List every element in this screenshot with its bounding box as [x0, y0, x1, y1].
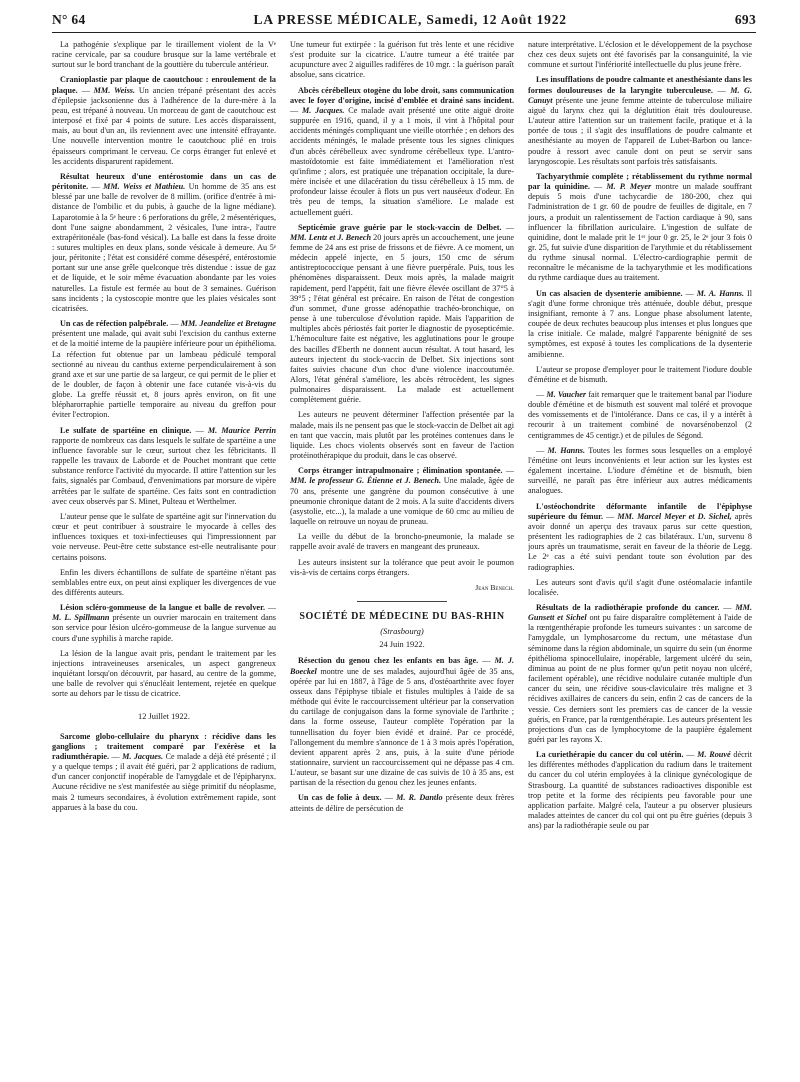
article-title: Un cas de réfection palpébrale.: [60, 319, 169, 329]
paragraph: Tachyarythmie complète ; rétablissement du rythme normal par la quinidine. — M. P. Meyer montre un malade souffrant depuis 5 mois d'une tachycardie de 180-200, chez qui l'administration de 1 gr. 60 de poudre de feuilles de digitale, en 7 jours, a produit un ralentissement de l'action cardiaque à 90, sans influencer la fibrillation auriculaire. L'ingestion de sulfate de quinidine, dont le malade prit le 1ᵉʳ jour 0 gr. 25, le 2ᵉ jour 3 fois 0 gr. 25, fut suivie d'une disparition de l'arythmie et du rétablissement du rythme sinusal normal. L'électro-cardiographie permit de reconnaître le mécanisme de la tachyarythmie et les modifications du rythme cardiaque dues au traitement.: [528, 171, 752, 283]
paragraph: Un cas alsacien de dysenterie amibienne. — M. A. Hanns. Il s'agit d'une forme chronique très atténuée, double début, presque insignifiant, remonte à 7 ans. Longue phase absolument latente, coupée de deux rechutes beaucoup plus intenses et plus longues que la crise initiale. Ce malade, malgré l'apparente bénignité de ses symptômes, est exposé à toutes les complications de la dysenterie amibienne.: [528, 288, 752, 359]
paragraph: L'auteur pense que le sulfate de spartéine agit sur l'innervation du cœur et peut contribuer à soustraire le myocarde à celles des influences toxiques et toxi-infectieuses qui l'impressionnent par voie nerveuse. Peut-être cette substance est-elle neutralisante pour certains poisons.: [52, 511, 276, 562]
article-title: Cranioplastie par plaque de caoutchouc : enroulement de la plaque.: [52, 75, 276, 95]
article-title: Résultat heureux d'une entérostomie dans un cas de péritonite.: [52, 171, 276, 192]
article-text: fait remarquer que le traitement banal par l'iodure double d'émétine et de bismuth est souvent mal toléré et provoque des vomissements et de l'intolérance. Dans ce cas, il y a intérêt à recourir à un traitement combiné de novarsénobenzol (2 centigrammes de 45 centigr.) et de pilules de Ségond.: [528, 390, 752, 440]
article-title: Un cas alsacien de dysenterie amibienne.: [536, 288, 683, 298]
article-author: M. A. Hanns.: [696, 288, 744, 298]
society-city: (Strasbourg): [380, 626, 424, 637]
page-number: 693: [734, 12, 756, 27]
paragraph: Un cas de réfection palpébrale. — MM. Jeandelize et Bretagne présentent une malade, qui avait subi l'excision du canthus externe et de la moitié interne de la paupière inférieure pour un épithélioma. La réfection fut obtenue par un lambeau pédiculé temporal sectionné au niveau du canthus externe perpendiculairement à son grand axe et sur une partie de sa largeur, ce qui permit de le plier et de le doubler, de façon à obtenir une face cutanée vis-à-vis du globe. La greffe réussit et, 8 jours après environ, on fit une blépharorraphie partielle temporaire au niveau du greffon pour éviter l'ectropion.: [52, 319, 276, 420]
paragraph: Enfin les divers échantillons de sulfate de spartéine n'étant pas semblables entre eux, on peut ainsi expliquer les divergences de vue des différents auteurs.: [52, 567, 276, 597]
paragraph: Résultat heureux d'une entérostomie dans un cas de péritonite. — MM. Weiss et Mathieu. Un homme de 35 ans est blessé par une balle de revolver de 8 millim. (orifice d'entrée à mi-distance de l'ombilic et du pubis, à gauche de la ligne médiane). Laparotomie à la 5ᵉ heure : 6 perforations du grêle, 2 mésentériques, dont l'une saigne abondamment, 2 vésicales, l'une intra-, l'autre extrapéritonéale (bas-fond vésical). La balle est dans la fesse droite : sutures multiples en deux plans, sonde vésicale à demeure. Au 5ᵉ jour, péritonite ; l'état est considéré comme désespéré, entérostomie portant sur une anse grêle quelconque très distendue : issue de gaz et de liquide, et le soir même évacuation abondante par les voies naturelles. La fistule est fermée au bout de 3 semaines. Guérison sans incidents ; la cystoscopie montre que les plaies vésicales sont cicatrisées.: [52, 171, 276, 313]
article-author: M. Rouvé: [697, 750, 731, 760]
article-author: MM. Weiss.: [93, 85, 135, 95]
section-divider: [357, 601, 447, 602]
paragraph: Corps étranger intrapulmonaire ; élimination spontanée. — MM. le professeur G. Étienne et J. Benech. Une malade, âgée de 70 ans, présente une gangrène du poumon consécutive à une pneumonie chronique datant de 2 mois. A la suite d'accidents divers (asystolie, etc...), la malade a une vomique de 60 cmc au milieu de laquelle on retrouve un noyau de pruneau.: [290, 466, 514, 527]
article-text: après avoir donné un aperçu des travaux parus sur cette question, présentent les radiographies de 2 cas bilatéraux. L'un, survenu 8 jours après un traumatisme, serait en faveur de la théorie de Legg. Le 2ᵉ cas a été suivi pendant toute son évolution par des radiographies.: [528, 511, 752, 572]
article-title: Lésion scléro-gommeuse de la langue et balle de revolver.: [60, 603, 265, 613]
article-text: Une malade, âgée de 70 ans, présente une gangrène du poumon consécutive à une pneumonie chronique datant de 2 mois. A la suite d'accidents divers (asystolie, etc...), la malade a une vomique de 60 cmc au milieu de laquelle on retrouve un noyau de pruneau.: [290, 476, 514, 527]
paragraph: Septicémie grave guérie par le stock-vaccin de Delbet. — MM. Lentz et J. Benech 20 jours après un accouchement, une jeune femme de 24 ans est prise de frissons et de fièvre. A ce moment, un médecin appelé injecte, en 5 jours, 150 cmc de sérum antistreptococcique pensant à une fièvre puerpérale. Puis, tous les phénomènes disparaissent. Deux mois après, la malade maigrit rapidement, perd l'appétit, fait une fièvre élevée oscillant de 37°5 à 39°5 ; l'état général est précaire. En raison de l'état de congestion d'un sommet, d'une grosse adénopathie trachéo-bronchique, on pense à une tuberculose d'évolution rapide. Mais l'apparition de multiples abcès périostés fait porter le diagnostic de pyosepticémie. L'hémoculture faite est négative, les agglutinations pour le groupe des bacilles d'Eberth ne donnent aucun résultat. A tout hasard, les auteurs injectent du stock-vaccin de Delbet. Six injections sont faites suivies chacune d'un choc d'une violence inaccoutumée. Alors, l'état général s'améliore, les abcès rétrocèdent, les signes pulmonaires disparaissent. La malade est actuellement complètement guérie.: [290, 222, 514, 405]
column-3: [528, 40, 752, 1055]
article-title: Le sulfate de spartéine en clinique.: [60, 425, 192, 435]
article-author: MM. le professeur G. Étienne et J. Benech.: [290, 476, 442, 486]
article-title: L'ostéochondrite déformante infantile de l'épiphyse supérieure du fémur.: [528, 501, 752, 521]
paragraph: Résection du genou chez les enfants en bas âge. — M. J. Boeckel montre une de ses malades, aujourd'hui âgée de 35 ans, opérée par lui en 1887, à l'âge de 5 ans, d'ostéoarthrite avec foyer osseux dans l'épiphyse tibiale et fistules multiples à l'aide de sa méthode qui évite le raccourcissement ultérieur par la conservation du cartilage de conjugaison dans la forme synoviale de l'arthrite ; dans la forme osseuse, l'auteur complète l'opération par la tunnellisation du foyer bien évidé et drainé. Par ce procédé, l'allongement du membre s'annonce de 1 à 3 mois après l'opération, devient apparent après 2 ans, puis, à la suite d'une période stationnaire, survient un raccourcissement qui ne dépasse pas 4 cm. L'auteur, se basant sur une dizaine de cas suivis de 10 à 35 ans, est partisan de la résection du genou chez les jeunes enfants.: [290, 656, 514, 788]
article-text: décrit les différentes méthodes d'application du radium dans le traitement du cancer du col utérin employées à la clinique gynécologique de Strasbourg. La quantité de substances radioactives disponible est trop petite et la forme des récipients peu favorable pour une application parfaite. Malgré cela, l'auteur a pu observer plusieurs malades atteintes de cancer du col qui ont pu être guéries (depuis 3 ans) par la radiothérapie seule ou par: [528, 750, 752, 831]
paragraph: La lésion de la langue avait pris, pendant le traitement par les injections intraveineuses arsenicales, un aspect gangreneux inquiétant lorsqu'on découvrit, par hasard, au centre de la gomme, une balle de revolver qui s'énucléait lentement, rejetée en quelque sorte au dehors par le tissu de cicatrice.: [52, 648, 276, 699]
article-author: MM. Gunsett et Sichel: [528, 602, 752, 623]
article-text: présente deux frères atteints de délire de persécution de: [290, 793, 514, 813]
paragraph: Cranioplastie par plaque de caoutchouc : enroulement de la plaque. — MM. Weiss. Un ancien trépané présentant des accès d'épilepsie jacksonienne dus à l'adhérence de la dure-mère à la peau, est trépané à nouveau. Un morceau de gant de caoutchouc est interposé et fixé par 4 points de suture. Les accès disparaissent, mais, au bout d'un an, ils reviennent avec une intensité effrayante. Une nouvelle intervention montre le caoutchouc plié en trois épaisseurs comprimant le cerveau. Ce corps étranger fut enlevé et les accidents disparurent rapidement.: [52, 75, 276, 166]
paragraph: — M. Hanns. Toutes les formes sous lesquelles on a employé l'émétine ont leurs inconvénients et leur action sur les kystes est également incertaine. L'iodure d'émétine et de bismuth, bien surveillé, ne paraît pas être inférieur aux autres médicaments analogues.: [528, 445, 752, 496]
article-author: M. P. Meyer: [606, 182, 652, 192]
paragraph: Le sulfate de spartéine en clinique. — M. Maurice Perrin rapporte de nombreux cas dans lesquels le sulfate de spartéine a une influence favorable sur le cœur, surtout chez les fébricitants. Il rappelle les travaux de Laborde et de Pouchet montrant que cette substance renforce l'activité du myocarde. Il attire l'attention sur les faits, signalés par Combaud, d'envenimations par morsure de vipère arrêtées par le sulfate de spartéine. Ces faits sont en contradiction avec ceux observés par S. Minet, Pulteau et Werthelmer.: [52, 425, 276, 506]
article-text: ont pu faire disparaître complètement à l'aide de la rœntgenthérapie profonde les tumeurs suivantes : un sarcome de l'amygdale, un lymphosarcome du rectum, une métastase d'un séminome dans la région abdominale, un squirre du sein (un énorme épithélioma spinocellulaire, inopérable, largement ulcéré du sein, diminua au point de ne plus former qu'un petit noyau non ulcéré, facilement opérable), une récidive nodulaire cutanée multiple d'un cancer du sein, une récidive sous-claviculaire très maligne et 3 récidives axillaires de cancers du sein, enfin 2 cas de cancers de la vessie. Ces derniers sont les premiers cas de cancer de la vessie guéris, en France, par la rœntgenthérapie. Les auteurs présentent les projections d'un cas de lymphocytome de la paupière également guéri par les rayons X.: [528, 613, 752, 744]
text-columns: [52, 40, 756, 1055]
paragraph: Les insufflations de poudre calmante et anesthésiante dans les formes douloureuses de la laryngite tuberculeuse. — M. G. Canuyt présente une jeune femme atteinte de tuberculose miliaire aiguë du larynx chez qui la déglutition était très douloureuse. L'auteur attire l'attention sur un traitement facile, pratique et à la portée de tous ; il s'agit des insufflations de poudre calmante et anesthésiante au moyen de l'appareil de Lubet-Barbon ou lance-poudre à ressort avec canule dont on peut se servir sans laryngoscopie. Les résultats sont parfois très satisfaisants.: [528, 75, 752, 166]
column-1: [52, 40, 276, 1055]
journal-title: LA PRESSE MÉDICALE, Samedi, 12 Août 1922: [253, 12, 567, 27]
article-text: montre une de ses malades, aujourd'hui âgée de 35 ans, opérée par lui en 1887, à l'âge de 5 ans, d'ostéoarthrite avec foyer osseux dans l'épiphyse tibiale et fistules multiples à l'aide de sa méthode qui évite le raccourcissement ultérieur par la conservation du cartilage de conjugaison dans la forme synoviale de l'arthrite ; dans la forme osseuse, l'auteur complète l'opération par la tunnellisation du foyer bien évidé et drainé. Par ce procédé, l'allongement du membre s'annonce de 1 à 3 mois après l'opération, devient apparent après 2 ans, puis, à la suite d'une période stationnaire, survient un raccourcissement qui ne dépasse pas 4 cm. L'auteur, se basant sur une dizaine de cas suivis de 10 à 35 ans, est partisan de la résection du genou chez les jeunes enfants.: [290, 666, 514, 788]
paragraph: Abcès cérébelleux otogène du lobe droit, sans communication avec le foyer d'origine, incisé d'emblée et drainé sans incident. — M. Jacques. Ce malade avait présenté une otite aiguë droite suppurée en 1916, quand, il y a 1 mois, il vint à l'hôpital pour accidents méningés compliquant une vieille otorrhée ; en dehors des accidents méningés, le malade présente tous les signes cliniques d'un abcès cérébelleux avec syndrome cérébelleux type. L'antro-mastoïdotomie est faite immédiatement et l'amélioration n'est qu'infime ; alors, est pratiquée une trépanation occipitale, la dure-mère incisée et une dilacération du tissu cérébelleux à 15 mm. de profondeur laisse écouler à flots un pus vert nauséeux d'odeur. En très peu de temps, la situation s'améliore. Le malade est actuellement guéri.: [290, 85, 514, 217]
paragraph: Résultats de la radiothérapie profonde du cancer. — MM. Gunsett et Sichel ont pu faire disparaître complètement à l'aide de la rœntgenthérapie profonde les tumeurs suivantes : un sarcome de l'amygdale, un lymphosarcome du rectum, une métastase d'un séminome dans la région abdominale, un squirre du sein (un énorme épithélioma spinocellulaire, inopérable, largement ulcéré du sein, diminua au point de ne plus former qu'un petit noyau non ulcéré, facilement opérable), une récidive nodulaire cutanée multiple d'un cancer du sein, une récidive sous-claviculaire très maligne et 3 récidives axillaires de cancers du sein, enfin 2 cas de cancers de la vessie. Ces derniers sont les premiers cas de cancer de la vessie guéris, en France, par la rœntgenthérapie. Les auteurs présentent les projections d'un cas de lymphocytome de la paupière également guéri par les rayons X.: [528, 602, 752, 744]
paragraph: — M. Vaucher fait remarquer que le traitement banal par l'iodure double d'émétine et de bismuth est souvent mal toléré et provoque des vomissements et de l'intolérance. Dans ce cas, il y a intérêt à recourir à un traitement combiné de novarsénobenzol (2 centigrammes de 45 centigr.) et de pilules de Ségond.: [528, 390, 752, 440]
article-title: Sarcome globo-cellulaire du pharynx : récidive dans les ganglions ; traitement comparé par l'exérèse et la radiumthérapie.: [52, 731, 276, 761]
paragraph: Lésion scléro-gommeuse de la langue et balle de revolver. — M. L. Spillmann présente un ouvrier marocain en traitement dans son service pour lésion ulcéro-gommeuse de la langue survenue au cours d'une syphilis à marche rapide.: [52, 603, 276, 643]
signature: Jean Benech.: [475, 582, 514, 592]
issue-number: N° 64: [52, 12, 86, 27]
article-text: Un ancien trépané présentant des accès d'épilepsie jacksonienne dus à l'adhérence de la dure-mère à la peau, est trépané à nouveau. Un morceau de gant de caoutchouc est interposé et fixé par 4 points de suture. Les accès disparaissent, mais, au bout d'un an, ils reviennent avec une intensité effrayante. Une nouvelle intervention montre le caoutchouc plié en trois épaisseurs comprimant le cerveau. Ce corps étranger fut enlevé et les accidents disparurent rapidement.: [52, 85, 276, 166]
paragraph: Les auteurs insistent sur la tolérance que peut avoir le poumon vis-à-vis de certains corps étrangers.: [290, 557, 514, 577]
paragraph: nature interprétative. L'éclosion et le développement de la psychose chez ces deux sujets ont été favorisés par la consanguinité, la vie commune et surtout l'infériorité intellectuelle du plus jeune frère.: [528, 40, 752, 70]
paragraph: L'ostéochondrite déformante infantile de l'épiphyse supérieure du fémur. — MM. Marcel Meyer et D. Sichel, après avoir donné un aperçu des travaux parus sur cette question, présentent les radiographies de 2 cas bilatéraux. L'un, survenu 8 jours après un traumatisme, serait en faveur de la théorie de Legg. Le 2ᵉ cas a été suivi pendant toute son évolution par des radiographies.: [528, 501, 752, 572]
paragraph: La veille du début de la broncho-pneumonie, la malade se rappelle avoir avalé de travers en mangeant des pruneaux.: [290, 532, 514, 552]
article-author: M. L. Spillmann: [52, 613, 110, 623]
article-author: MM. Lentz et J. Benech: [290, 232, 372, 242]
article-author: M. Jacques.: [302, 105, 345, 115]
article-text: Il s'agit d'une forme chronique très atténuée, double début, presque insignifiant, remonte à 7 ans. Longue phase absolument latente, coupée de deux rechutes beaucoup plus intenses et plus longues que la crise initiale. Ce malade, malgré l'apparente bénignité de ses symptômes, est exposé à toutes les complications de la dysenterie amibienne.: [528, 288, 752, 359]
paragraph: Les auteurs sont d'avis qu'il s'agit d'une ostéomalacie infantile localisée.: [528, 577, 752, 597]
article-author: MM. Weiss et Mathieu.: [103, 182, 186, 192]
article-text: Toutes les formes sous lesquelles on a employé l'émétine ont leurs inconvénients et leur action sur les kystes est également incertaine. L'iodure d'émétine et de bismuth, bien surveillé, ne paraît pas être inférieur aux autres médicaments analogues.: [528, 445, 752, 496]
article-text: montre un malade souffrant depuis 5 mois d'une tachycardie de 180-200, chez qui l'administration de 1 gr. 60 de poudre de feuilles de digitale, en 7 jours, a produit un ralentissement de l'action cardiaque à 90, sans influencer la fibrillation auriculaire. L'ingestion de sulfate de quinidine, dont le malade prit le 1ᵉʳ jour 0 gr. 25, le 2ᵉ jour 3 fois 0 gr. 25, fut suivie d'une disparition de l'arythmie et du rétablissement du rythme sinusal normal. L'électro-cardiographie permit de reconnaître le mécanisme de la tachyarythmie et les modifications du rythme cardiaque dues au traitement.: [528, 182, 752, 283]
article-title: Tachyarythmie complète ; rétablissement du rythme normal par la quinidine.: [528, 171, 752, 192]
article-title: Résultats de la radiothérapie profonde du cancer.: [536, 602, 720, 612]
paragraph: Une tumeur fut extirpée : la guérison fut très lente et une récidive s'est produite sur la cicatrice. L'autre tumeur a été traitée par acupuncture avec 2 aiguilles radifères de 10 mgr. : la guérison paraît absolue, sans cicatrice.: [290, 40, 514, 80]
paragraph: Les auteurs ne peuvent déterminer l'affection présentée par la malade, mais ils ne pensent pas que le stock-vaccin de Delbet ait agi en tant que vaccin, mais plutôt par les protéines contenues dans le liquide. Les chocs violents observés sont en faveur de l'action protéinothérapique du produit, dans le cas observé.: [290, 410, 514, 461]
article-title: Un cas de folie à deux.: [298, 793, 382, 803]
article-title: Abcès cérébelleux otogène du lobe droit, sans communication avec le foyer d'origine, incisé d'emblée et drainé sans incident.: [290, 85, 514, 105]
article-title: Résection du genou chez les enfants en bas âge.: [298, 656, 479, 666]
article-text: présente un ouvrier marocain en traitement dans son service pour lésion ulcéro-gommeuse de la langue survenue au cours d'une syphilis à marche rapide.: [52, 613, 276, 643]
paragraph: Un cas de folie à deux. — M. R. Dantlo présente deux frères atteints de délire de persécution de: [290, 793, 514, 813]
session-date: 12 Juillet 1922.: [138, 711, 190, 721]
article-author: MM. Marcel Meyer et D. Sichel,: [617, 511, 732, 521]
article-text: présentent une malade, qui avait subi l'excision du canthus externe et de la moitié interne de la paupière inférieure pour un épithélioma. La réfection fut obtenue par un lambeau pédiculé temporal sectionné au niveau du canthus externe perpendiculairement à son grand axe et sur une partie de sa largeur, ce qui permit de le plier et de le doubler, de façon à obtenir une face cutanée vis-à-vis du globe. La greffe réussit et, 8 jours après environ, on fit une blépharorraphie partielle temporaire au niveau du greffon pour éviter l'ectropion.: [52, 329, 276, 420]
article-author: MM. Jeandelize et Bretagne: [180, 319, 276, 329]
article-title: La curiethérapie du cancer du col utérin.: [536, 750, 684, 760]
article-text: présente une jeune femme atteinte de tuberculose miliaire aiguë du larynx chez qui la déglutition était très douloureuse. L'auteur attire l'attention sur un traitement facile, pratique et à la portée de tous ; il s'agit des insufflations de poudre calmante et anesthésiante au moyen de l'appareil de Lubet-Barbon ou lance-poudre à ressort avec canule dont on peut se servir sans laryngoscopie. Les résultats sont parfois très satisfaisants.: [528, 95, 752, 166]
article-author: M. Hanns.: [547, 445, 586, 455]
article-text: rapporte de nombreux cas dans lesquels le sulfate de spartéine a une influence favorable sur le cœur, surtout chez les fébricitants. Il rappelle les travaux de Laborde et de Pouchet montrant que cette substance renforce l'activité du myocarde. Il attire l'attention sur les faits, signalés par Combaud, d'envenimations par morsure de vipère arrêtées par le sulfate de spartéine. Ces faits sont en contradiction avec ceux observés par S. Minet, Pulteau et Werthelmer.: [52, 435, 276, 506]
article-author: M. Jacques.: [122, 752, 164, 761]
article-author: M. Maurice Perrin: [207, 425, 276, 435]
paragraph: L'auteur se propose d'employer pour le traitement l'iodure double d'émétine et de bismuth.: [528, 364, 752, 384]
article-text: 20 jours après un accouchement, une jeune femme de 24 ans est prise de frissons et de fièvre. A ce moment, un médecin appelé injecte, en 5 jours, 150 cmc de sérum antistreptococcique pensant à une fièvre puerpérale. Puis, tous les phénomènes disparaissent. Deux mois après, la malade maigrit rapidement, perd l'appétit, fait une fièvre élevée oscillant de 37°5 à 39°5 ; l'état général est précaire. En raison de l'état de congestion d'un sommet, d'une grosse adénopathie trachéo-bronchique, on pense à une tuberculose d'évolution rapide. Mais l'apparition de multiples abcès périostés fait porter le diagnostic de pyosepticémie. L'hémoculture faite est négative, les agglutinations pour le groupe des bacilles d'Eberth ne donnent aucun résultat. A tout hasard, les auteurs injectent du stock-vaccin de Delbet. Six injections sont faites suivies chacune d'un choc d'une violence inaccoutumée. Alors, l'état général s'améliore, les abcès rétrocèdent, les signes pulmonaires disparaissent. La malade est actuellement complètement guérie.: [290, 232, 514, 405]
paragraph: La curiethérapie du cancer du col utérin. — M. Rouvé décrit les différentes méthodes d'application du radium dans le traitement du cancer du col utérin employées à la clinique gynécologique de Strasbourg. La quantité de substances radioactives disponible est trop petite et la forme des récipients peu favorable pour une application parfaite. Malgré cela, l'auteur a pu observer plusieurs malades atteintes de cancer du col qui ont pu être guéries (depuis 3 ans) par la radiothérapie seule ou par: [528, 750, 752, 831]
article-author: M. J. Boeckel: [290, 656, 514, 676]
society-heading: SOCIÉTÉ DE MÉDECINE DU BAS-RHIN: [299, 610, 505, 622]
article-title: Corps étranger intrapulmonaire ; élimination spontanée.: [298, 466, 503, 476]
article-text: Un homme de 35 ans est blessé par une balle de revolver de 8 millim. (orifice d'entrée à mi-distance de l'ombilic et du pubis, à gauche de la ligne médiane). Laparotomie à la 5ᵉ heure : 6 perforations du grêle, 2 mésentériques, dont l'une saigne abondamment, 2 vésicales, l'une intra-, l'autre extrapéritonéale (bas-fond vésical). La balle est dans la fesse droite : sutures multiples en deux plans, sonde vésicale à demeure. Au 5ᵉ jour, péritonite ; l'état est considéré comme désespéré, entérostomie portant sur une anse grêle quelconque très distendue : issue de gaz et de liquide, et le soir même évacuation abondante par les voies naturelles. La fistule est fermée au bout de 3 semaines. Guérison sans incidents ; la cystoscopie montre que les plaies vésicales sont cicatrisées.: [52, 182, 276, 313]
article-author: M. G. Canuyt: [528, 85, 752, 105]
paragraph: Sarcome globo-cellulaire du pharynx : récidive dans les ganglions ; traitement comparé par l'exérèse et la radiumthérapie. — M. Jacques. Ce malade a déjà été présenté ; il y a quelque temps ; il avait été guéri, par 2 applications de radium, d'un cancer conjonctif inopérable de l'amygdale et de l'épipharynx. Aucune récidive ne s'est manifestée au siège primitif du néoplasme, mais 2 tumeurs secondaires, à évolution extrêmement rapide, sont apparues à la base du cou.: [52, 731, 276, 812]
article-text: Ce malade avait présenté une otite aiguë droite suppurée en 1916, quand, il y a 1 mois, il vint à l'hôpital pour accidents méningés compliquant une vieille otorrhée ; en dehors des accidents méningés, le malade présente tous les signes cliniques d'un abcès cérébelleux avec syndrome cérébelleux type. L'antro-mastoïdotomie est faite immédiatement et l'amélioration n'est qu'infime ; alors, est pratiquée une trépanation occipitale, la dure-mère incisée et une dilacération du tissu cérébelleux à 15 mm. de profondeur laisse écouler à flots un pus vert nauséeux d'odeur. En très peu de temps, la situation s'améliore. Le malade est actuellement guéri.: [290, 105, 514, 217]
article-title: Septicémie grave guérie par le stock-vaccin de Delbet.: [298, 222, 502, 232]
paragraph: La pathogénie s'explique par le tiraillement violent de la Vᵉ racine cervicale, par sa coudure brusque sur la lame vertébrale et surtout sur le bord tranchant de la gouttière du tubercule antérieur.: [52, 40, 276, 70]
session-date: 24 Juin 1922.: [379, 640, 425, 650]
page-header: [52, 12, 756, 33]
article-author: M. R. Dantlo: [396, 793, 443, 803]
column-2: [290, 40, 514, 1055]
article-title: Les insufflations de poudre calmante et anesthésiante dans les formes douloureuses de la laryngite tuberculeuse.: [528, 75, 752, 95]
article-author: M. Vaucher: [546, 390, 587, 399]
article-text: Ce malade a déjà été présenté ; il y a quelque temps ; il avait été guéri, par 2 applications de radium, d'un cancer conjonctif inopérable de l'amygdale et de l'épipharynx. Aucune récidive ne s'est manifestée au siège primitif du néoplasme, mais 2 tumeurs secondaires, à évolution extrêmement rapide, sont apparues à la base du cou.: [52, 752, 276, 812]
